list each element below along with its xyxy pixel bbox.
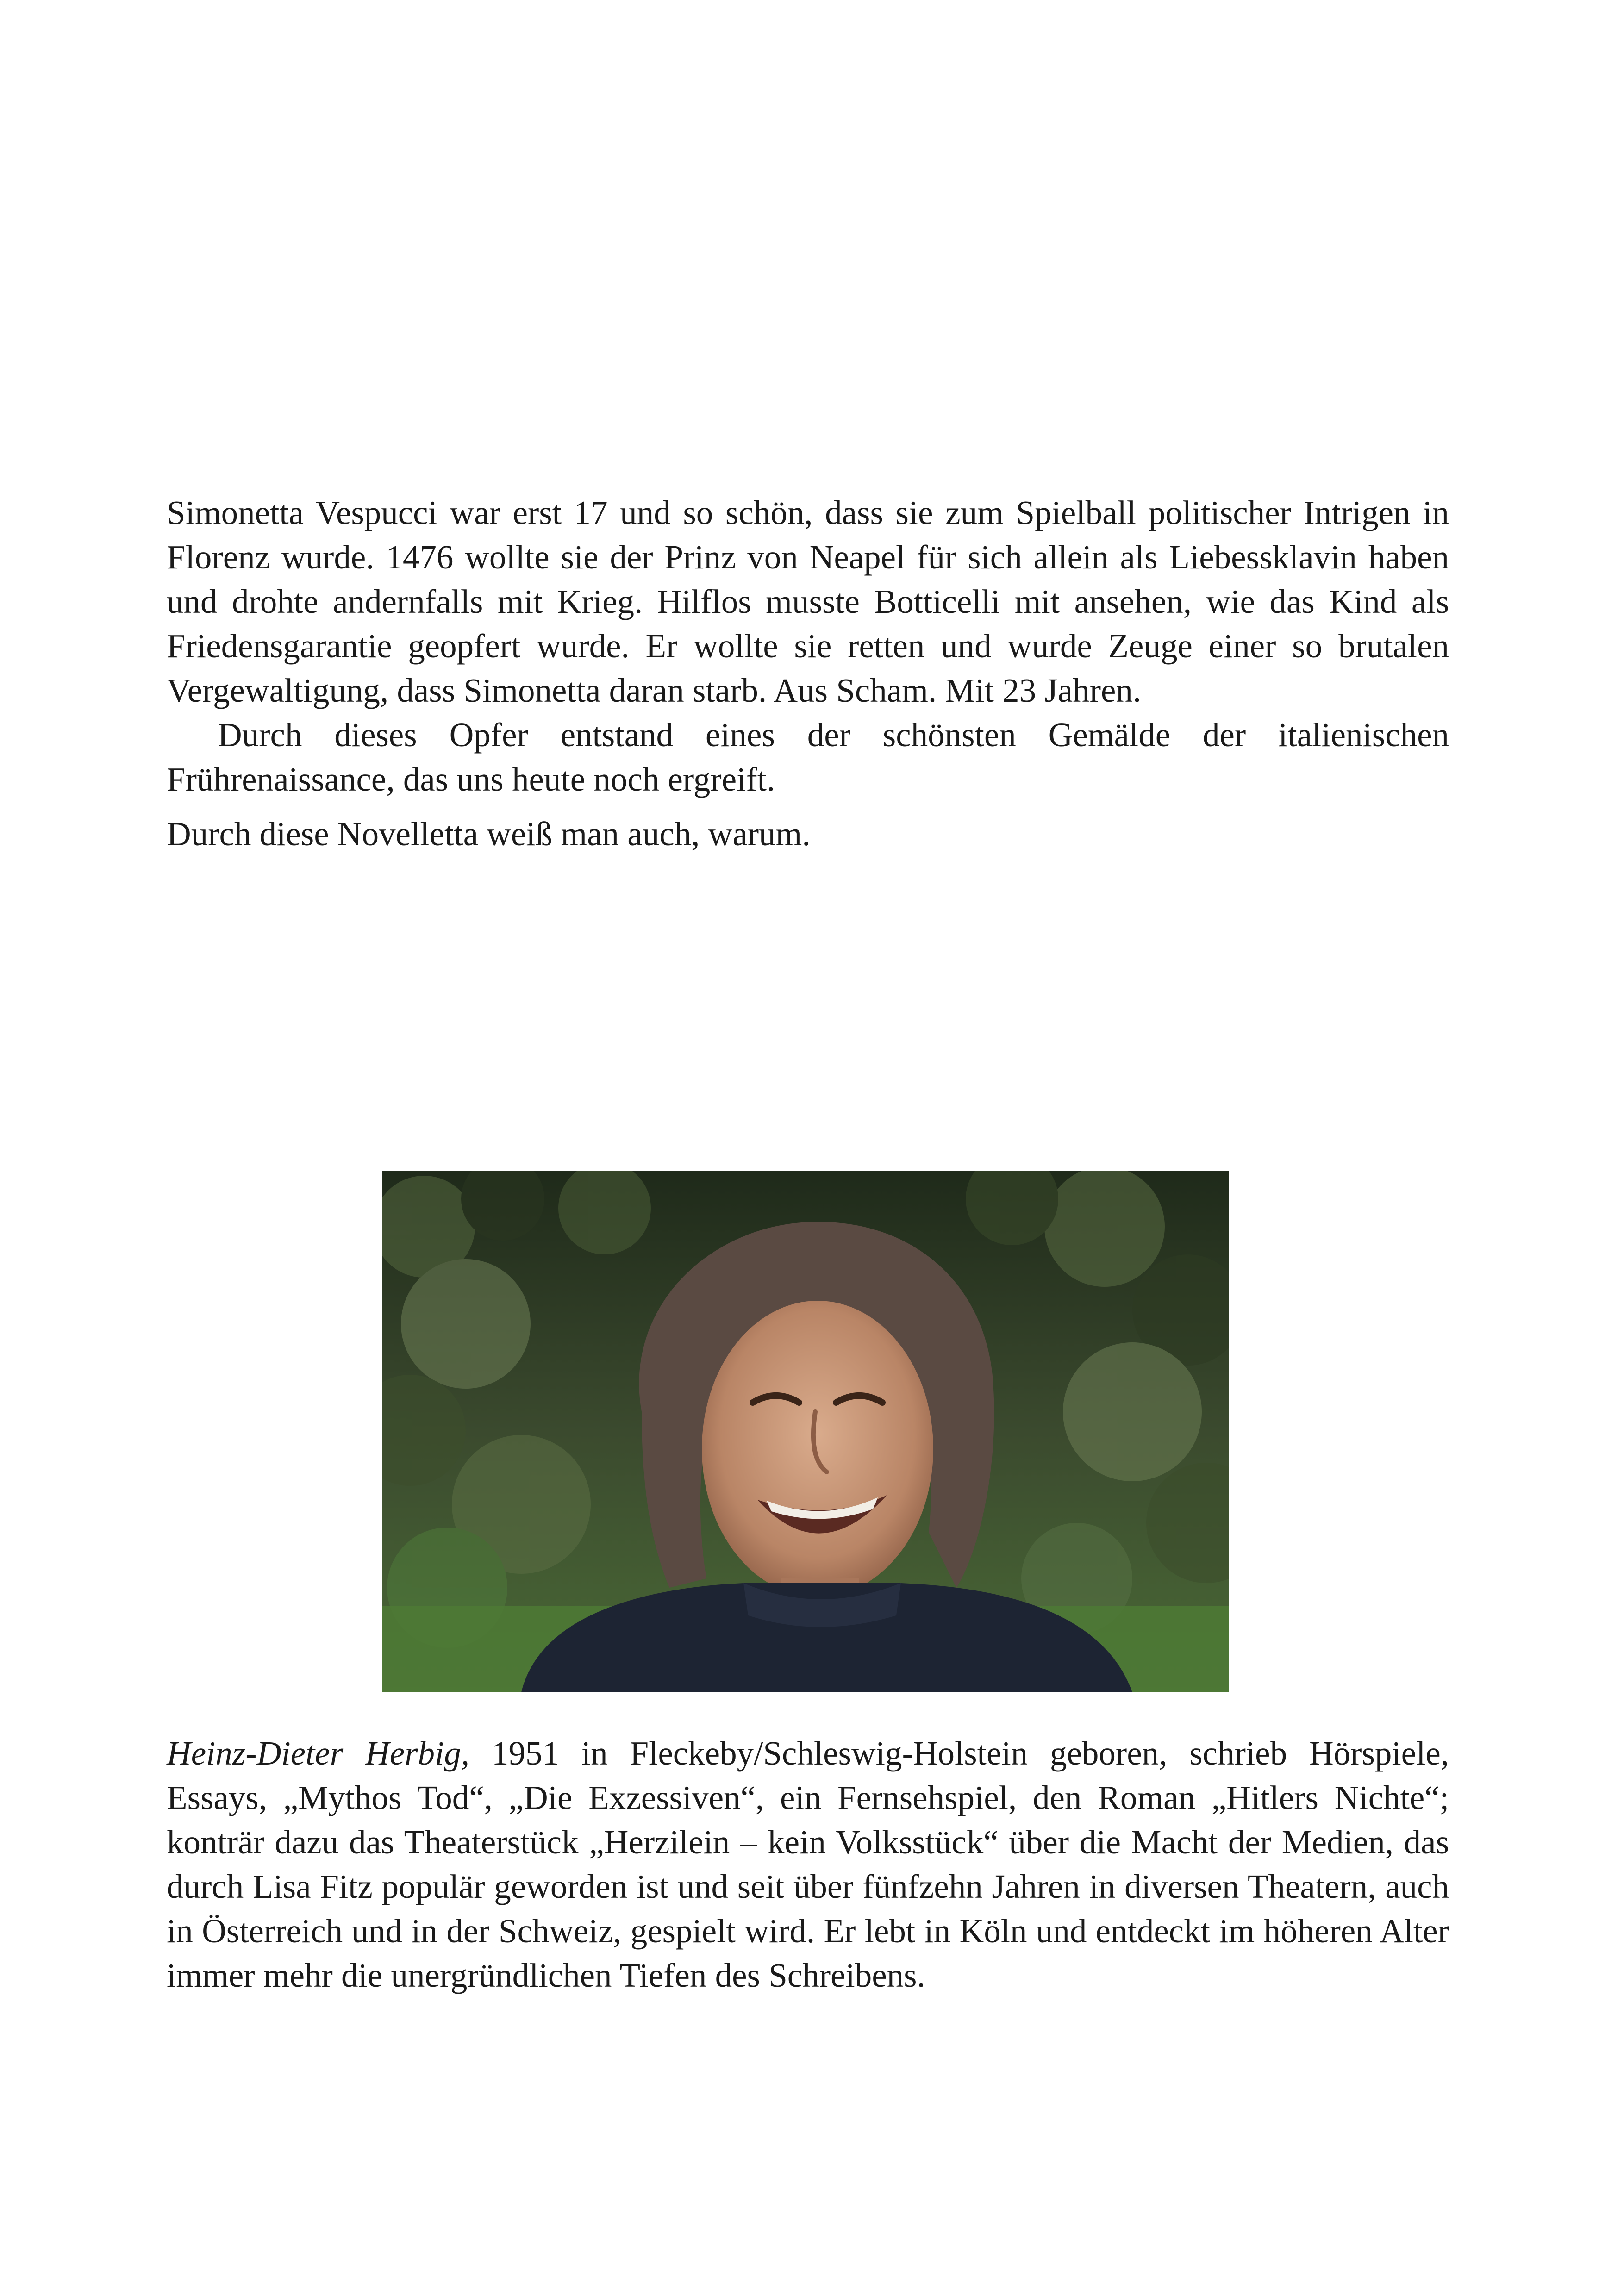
book-blurb: [167, 491, 1449, 856]
author-name: Heinz-Dieter Herbig,: [167, 1734, 470, 1772]
blurb-paragraph-3: Durch diese Novelletta weiß man auch, warum.: [167, 815, 811, 853]
author-biography: [167, 1731, 1449, 1998]
author-photo: [382, 1171, 1229, 1692]
author-biography-body: 1951 in Fleckeby/Schleswig-Holstein geboren, schrieb Hörspiele, Essays, „Mythos Tod“, „Die Exzessiven“, ein Fernsehspiel, den Roman „Hitlers Nichte“; konträr dazu das Theaterstück „Herzilein – kein Volksstück“ über die Macht der Medien, das durch Lisa Fitz populär geworden ist und seit über fünfzehn Jahren in diversen Theatern, auch in Österreich und in der Schweiz, gespielt wird. Er lebt in Köln und entdeckt im höheren Alter immer mehr die unergründlichen Tiefen des Schreibens.: [167, 1734, 1449, 1994]
blurb-paragraph-2: Durch dieses Opfer entstand eines der schönsten Gemälde der italienischen Frührenaissance, das uns heute noch ergreift.: [167, 716, 1449, 798]
blurb-paragraph-1: Simonetta Vespucci war erst 17 und so schön, dass sie zum Spielball politischer Intrigen in Florenz wurde. 1476 wollte sie der Prinz von Neapel für sich allein als Liebessklavin haben und drohte andernfalls mit Krieg. Hilflos musste Botticelli mit ansehen, wie das Kind als Friedensgarantie geopfert wurde. Er wollte sie retten und wurde Zeuge einer so brutalen Vergewaltigung, dass Simonetta daran starb. Aus Scham. Mit 23 Jahren.: [167, 494, 1449, 709]
author-biography-text: [167, 1731, 1449, 1998]
